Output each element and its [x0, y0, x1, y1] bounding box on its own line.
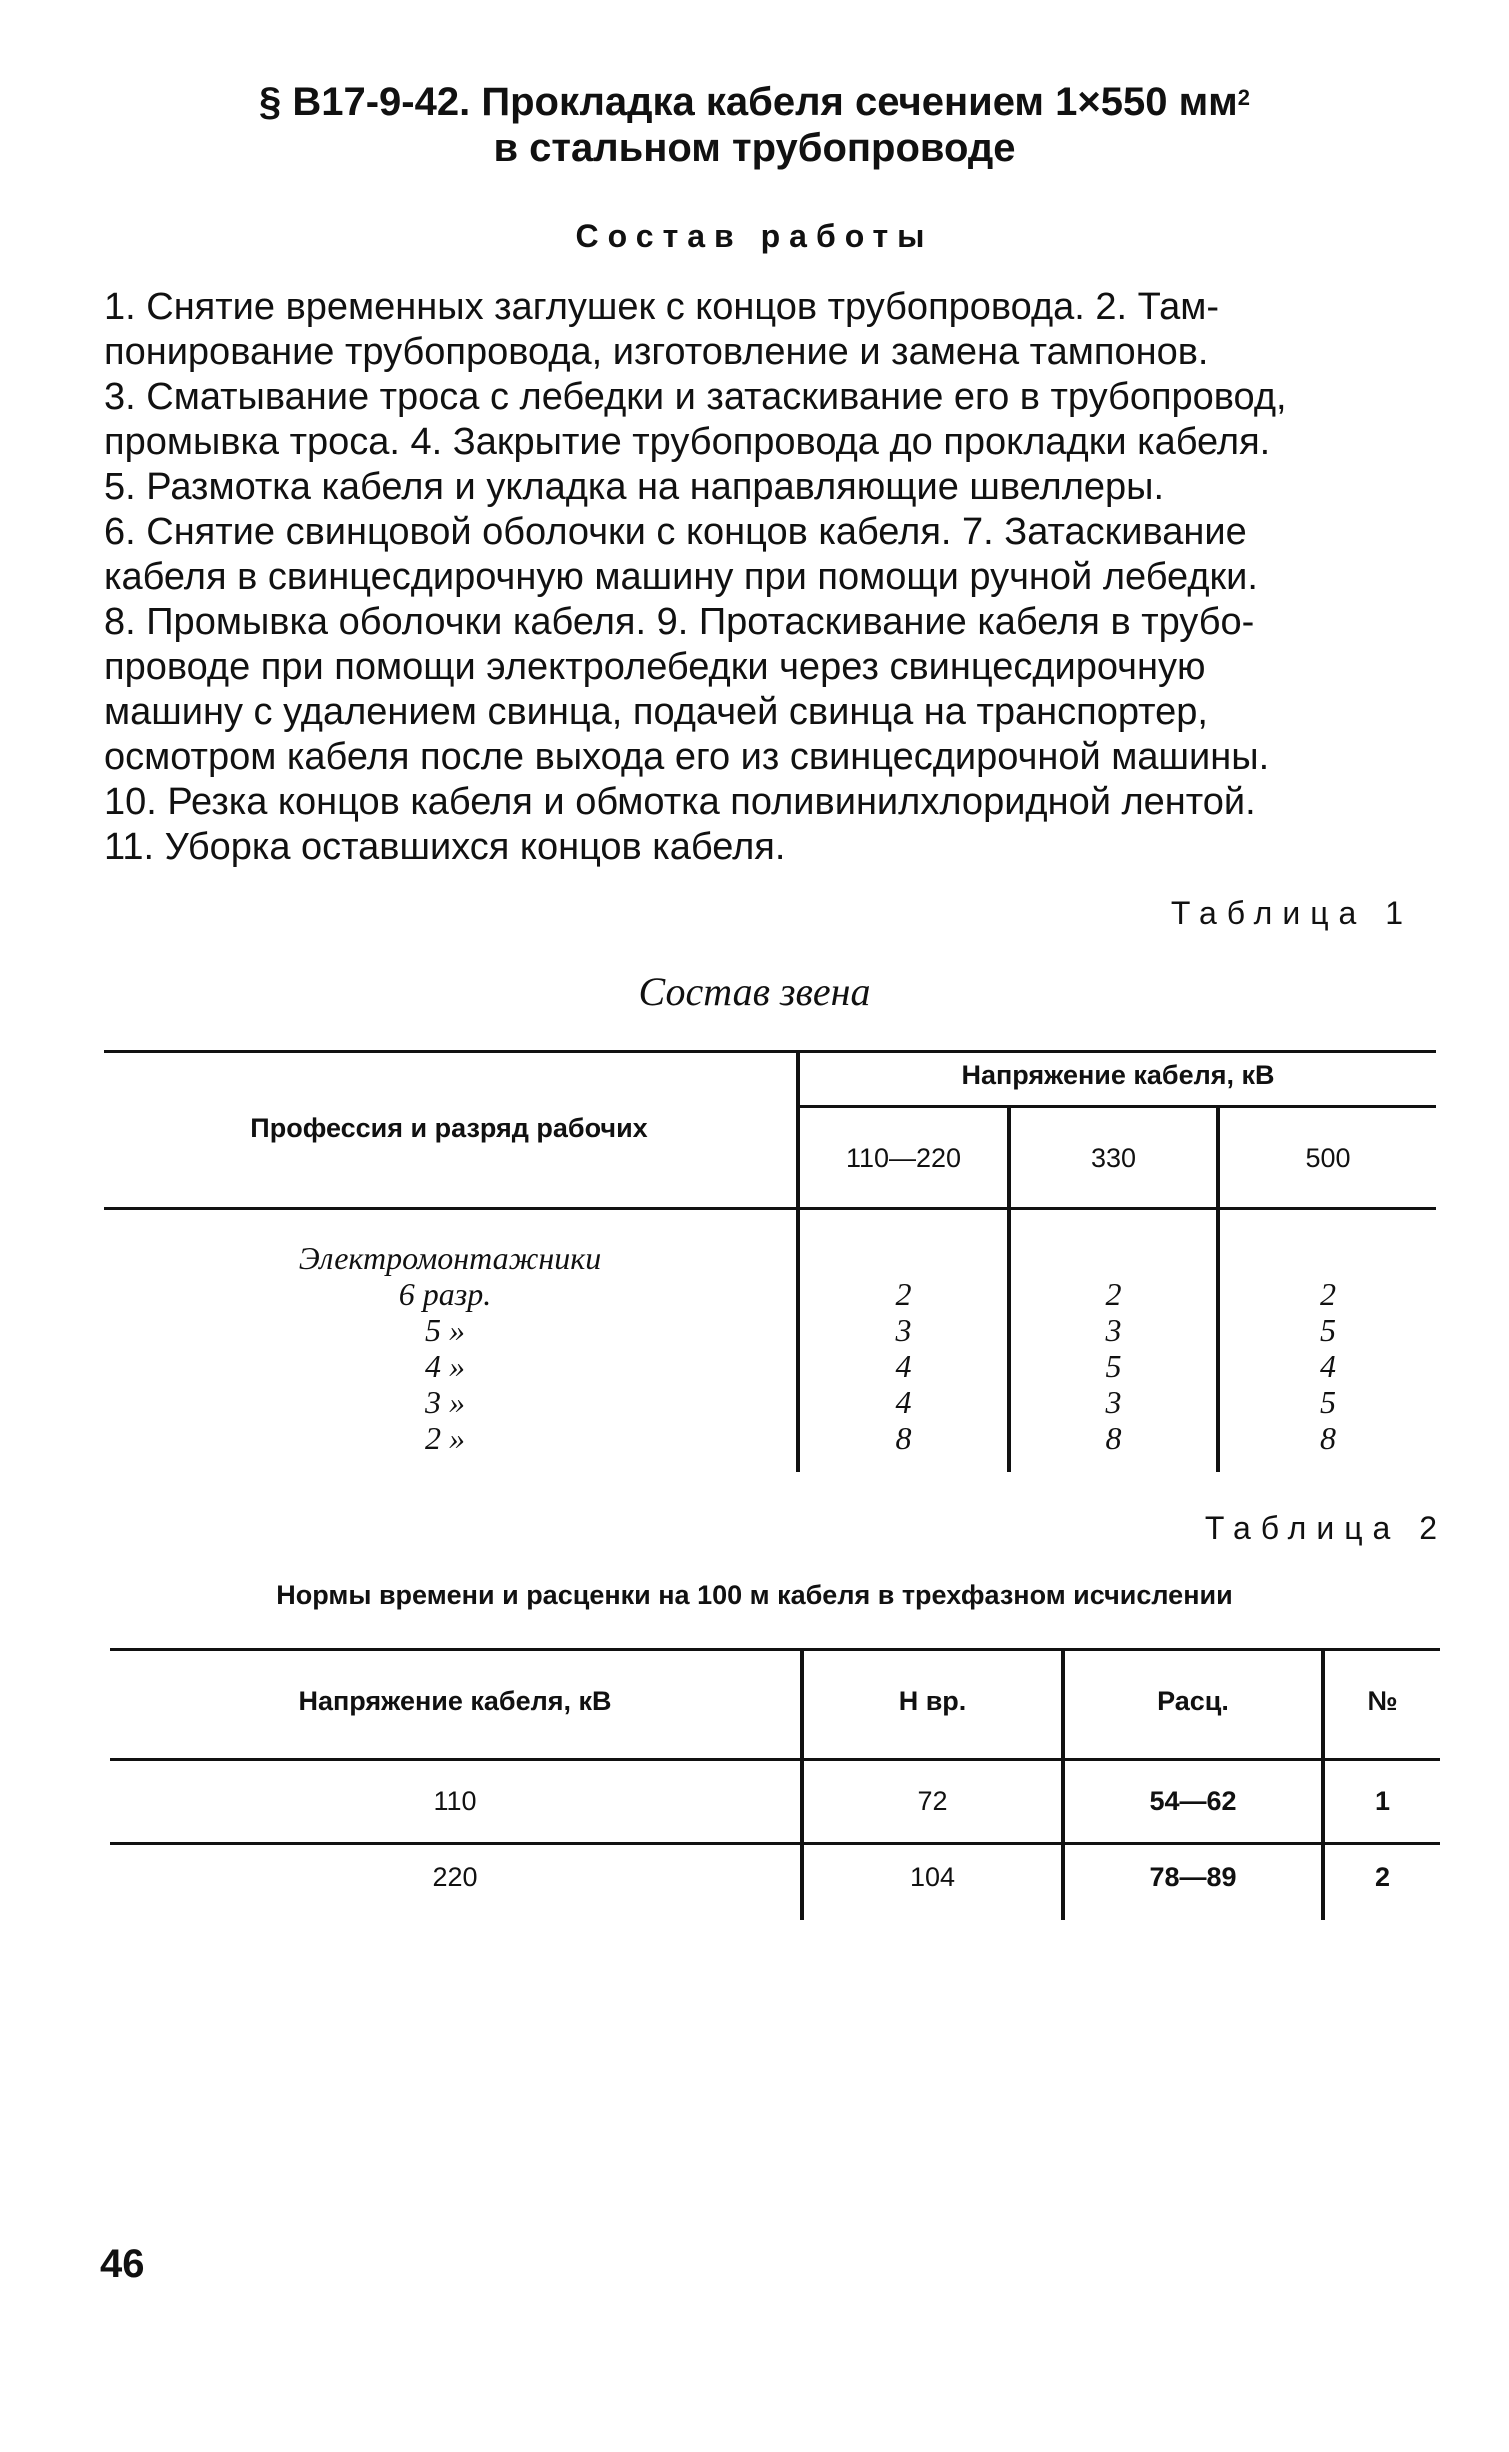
table1-caption: Таблица 1 [1170, 895, 1413, 931]
paragraph-line: 3. Сматывание троса с лебедки и затаскивание его в трубопровод, [104, 376, 1287, 418]
table1-group-label: Электромонтажники [298, 1240, 602, 1276]
table2-header: Н вр. [898, 1686, 967, 1716]
table1-subheader-rule [798, 1105, 1436, 1108]
table1-value: 3 [1105, 1384, 1122, 1420]
section-heading-line1: § В17-9-42. Прокладка кабеля сечением 1×550 $мм^2$ [259, 80, 1250, 124]
table1-value: 2 [1320, 1276, 1336, 1312]
section-heading-line2: в стальном трубопроводе [493, 126, 1016, 170]
table1-voltage-col: 110—220 [845, 1143, 962, 1173]
table1-value: 5 [1320, 1312, 1336, 1348]
table1-header-profession: Профессия и разряд рабочих [250, 1113, 648, 1143]
table1-grade: 6 разр. [398, 1276, 492, 1312]
table2-cell: 220 [432, 1862, 478, 1892]
paragraph-line: понирование трубопровода, изготовление и замена тампонов. [104, 331, 1209, 373]
table2-cell: 110 [433, 1786, 477, 1816]
table2-header: № [1367, 1686, 1398, 1716]
work-composition-heading: Состав работы [575, 218, 934, 254]
table1-header-rule [104, 1207, 1436, 1210]
paragraph-line: 10. Резка концов кабеля и обмотка поливинилхлоридной лентой. [104, 781, 1256, 823]
table1-grade: 3 » [425, 1384, 465, 1420]
table2-header-rule [110, 1758, 1440, 1761]
table1-value: 4 [1320, 1348, 1336, 1384]
paragraph-line: проводе при помощи электролебедки через свинцесдирочную [104, 646, 1206, 688]
paragraph-line: 6. Снятие свинцовой оболочки с концов кабеля. 7. Затаскивание [104, 511, 1247, 553]
table2-cell: 72 [917, 1786, 948, 1816]
paragraph-line: осмотром кабеля после выхода его из свинцесдирочной машины. [104, 736, 1270, 778]
table1-value: 5 [1320, 1384, 1336, 1420]
table1-value: 2 [895, 1276, 912, 1312]
table1-grade: 2 » [425, 1420, 465, 1456]
table1-grade: 5 » [425, 1312, 465, 1348]
table2-cell: 54—62 [1149, 1786, 1237, 1816]
table2-cell: 2 [1374, 1862, 1391, 1892]
table1-value: 3 [1105, 1312, 1122, 1348]
table1-value: 4 [895, 1384, 912, 1420]
table1-value: 2 [1105, 1276, 1122, 1312]
table1-top-rule [104, 1050, 1436, 1053]
table1-value: 5 [1105, 1348, 1122, 1384]
paragraph-line: 1. Снятие временных заглушек с концов трубопровода. 2. Там- [104, 286, 1220, 328]
paragraph-line: кабеля в свинцесдирочную машину при помощи ручной лебедки. [104, 556, 1258, 598]
paragraph-line: 11. Уборка оставшихся концов кабеля. [104, 826, 786, 868]
paragraph-line: 5. Размотка кабеля и укладка на направляющие швеллеры. [104, 466, 1165, 508]
paragraph-line: промывка троса. 4. Закрытие трубопровода до прокладки кабеля. [104, 421, 1271, 463]
table1-value: 8 [1320, 1420, 1336, 1456]
table2-header: Расц. [1157, 1686, 1229, 1716]
table1-header-voltage: Напряжение кабеля, кВ [961, 1060, 1275, 1090]
table1-grade: 4 » [425, 1348, 465, 1384]
paragraph-line: 8. Промывка оболочки кабеля. 9. Протаскивание кабеля в трубо- [104, 601, 1255, 643]
table2-caption: Таблица 2 [1204, 1510, 1447, 1546]
work-steps-paragraph [104, 285, 1404, 870]
table1-voltage-col: 500 [1305, 1143, 1351, 1173]
table1-value: 8 [895, 1420, 912, 1456]
table2-title: Нормы времени и расценки на 100 м кабеля в трехфазном исчислении [276, 1580, 1233, 1610]
table2-cell: 104 [909, 1862, 956, 1892]
table2-cell: 1 [1374, 1786, 1391, 1816]
table1-value: 8 [1105, 1420, 1122, 1456]
table2-row-rule [110, 1842, 1440, 1845]
table2-top-rule [110, 1648, 1440, 1651]
table1-value: 4 [895, 1348, 912, 1384]
table1-title: Состав звена [638, 969, 871, 1014]
table2-cell: 78—89 [1149, 1862, 1237, 1892]
table2-header: Напряжение кабеля, кВ [298, 1686, 612, 1716]
table1-value: 3 [895, 1312, 912, 1348]
page-number: 46 [100, 2242, 145, 2286]
table1-voltage-col: 330 [1090, 1143, 1137, 1173]
paragraph-line: машину с удалением свинца, подачей свинца на транспортер, [104, 691, 1208, 733]
